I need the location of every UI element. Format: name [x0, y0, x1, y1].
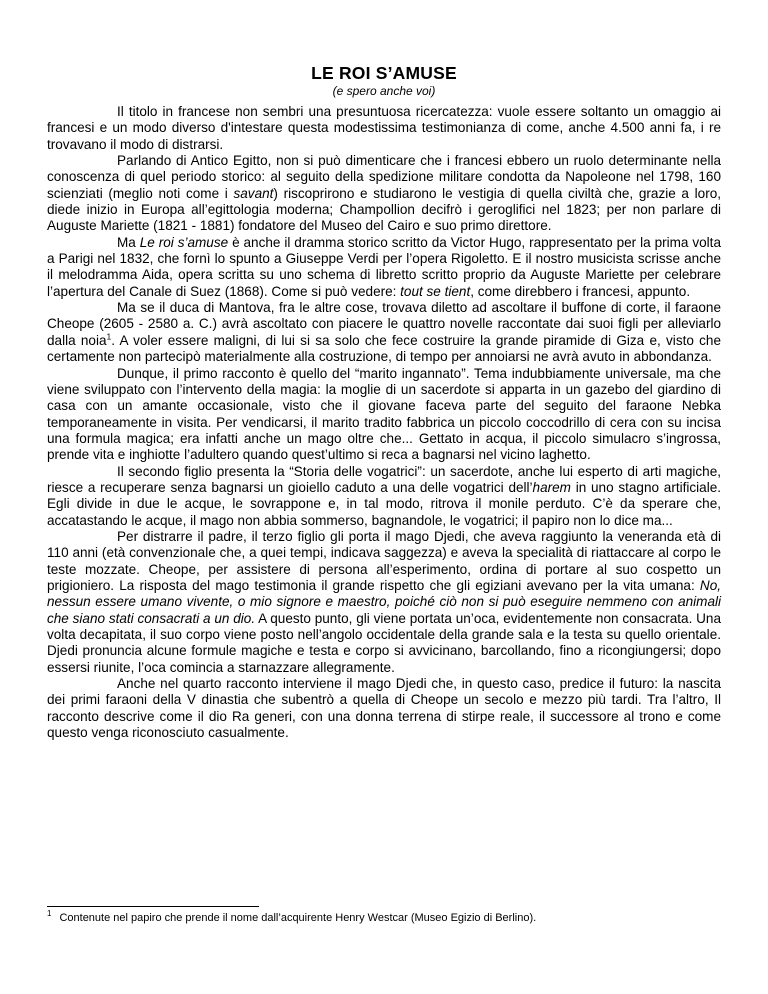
paragraph-3-text-c: , come direbbero i francesi, appunto. [470, 283, 691, 299]
paragraph-3 [47, 235, 721, 300]
paragraph-1 [47, 104, 721, 153]
paragraph-7-emphasis: No, nessun essere umano vivente, o mio signore e maestro, poiché ciò non si può eseguire nemmeno con animali che siano stati consacrati a un dio. [47, 577, 721, 626]
paragraph-6-emphasis: harem [532, 479, 571, 495]
paragraph-3-text-a: Ma [117, 234, 140, 250]
paragraph-8-text: Anche nel quarto racconto interviene il mago Djedi che, in questo caso, predice il futuro: la nascita dei primi faraoni della V dinastia che subentrò a quella di Cheope un secolo e mezzo più tardi. Tra l’altro, Il racconto descrive come il dio Ra generi, con una donna terrena di stirpe reale, il successore al trono e come questo venga riconosciuto casualmente. [47, 676, 721, 741]
footnote-number: 1 [47, 909, 52, 919]
paragraph-2-text-a: Parlando di Antico Egitto, non si può dimenticare che i francesi ebbero un ruolo determinante nella conoscenza di quel periodo storico: al seguito della spedizione militare condotta da Napoleone nel 1798, 160 scienziati (meglio noti come i [47, 153, 721, 201]
paragraph-2-emphasis: savant [233, 185, 274, 201]
paragraph-4 [47, 300, 721, 365]
footnote-reference[interactable]: 1 [106, 331, 112, 342]
paragraph-6-text-b: in uno stagno artificiale. Egli divide in due le acque, le sovrappone e, in tal modo, ritrova il monile perduto. C’è da sperare che, accatastando le acque, il mago non abbia sommerso, bagnandole, le vogatrici; il papiro non lo dice ma... [47, 479, 721, 528]
paragraph-4-text-a: Ma se il duca di Mantova, fra le altre cose, trovava diletto ad ascoltare il buffone di corte, il faraone Cheope (2605 - 2580 a. C.) avrà ascoltato con piacere le quattro novelle raccontate dai suoi figli per alleviarlo dalla noia [47, 300, 721, 348]
paragraph-2 [47, 153, 721, 235]
paragraph-7-text-a: Per distrarre il padre, il terzo figlio gli porta il mago Djedi, che aveva raggiunto la veneranda età di 110 anni (età convenzionale che, a quei tempi, indicava saggezza) e aveva la specialità di riattaccare al corpo le teste mozzate. Cheope, per assistere di persona all’esperimento, ordina di portare al suo cospetto un prigioniero. La risposta del mago testimonia il grande rispetto che gli egiziani avevano per la vita umana: [47, 528, 721, 593]
footnote-text: Contenute nel papiro che prende il nome dall’acquirente Henry Westcar (Museo Egizio di Berlino). [59, 912, 537, 924]
page-title: LE ROI S’AMUSE [311, 63, 457, 83]
page-subtitle: (e spero anche voi) [332, 84, 436, 98]
paragraph-7-text-b: A questo punto, gli viene portata un’oca, evidentemente non consacrata. Una volta decapitata, il suo corpo viene posto nell’angolo occidentale della grande sala e la testa su quello orientale. Djedi pronuncia alcune formule magiche e testa e corpo si avvicinano, barcollando, fino a ricongiungersi; dopo essersi riunite, l’oca comincia a starnazzare allegramente. [47, 610, 722, 675]
paragraph-3-emphasis-1: Le roi s’amuse [139, 234, 229, 250]
paragraph-6-text-a: Il secondo figlio presenta la “Storia delle vogatrici”: un sacerdote, anche lui esperto di arti magiche, riesce a recuperare senza bagnarsi un gioiello caduto a una delle vogatrici dell’ [47, 463, 721, 495]
paragraph-7 [47, 529, 721, 676]
document-body [47, 62, 721, 741]
paragraph-1-text: Il titolo in francese non sembri una presuntuosa ricercatezza: vuole essere soltanto un omaggio ai francesi e un modo diverso d'intestare questa modestissima testimonianza di come, anche 4.500 anni fa, i re trovavano il modo di distrarsi. [47, 104, 721, 152]
paragraph-3-text-b: è anche il dramma storico scritto da Victor Hugo, rappresentato per la prima volta a Parigi nel 1832, che fornì lo spunto a Giuseppe Verdi per l’opera Rigoletto. E il nostro musicista scrisse anche il melodramma Aida, opera scritta su uno schema di libretto scritto proprio da Auguste Mariette per celebrare l’apertura del Canale di Suez (1868). Come si può vedere: [47, 234, 721, 299]
paragraph-5-text: Dunque, il primo racconto è quello del “marito ingannato”. Tema indubbiamente universale, ma che viene sviluppato con l’intervento della magia: la moglie di un sacerdote si apparta in un gazebo del giardino di casa con un amante occasionale, visto che il giovane faceva parte del seguito del faraone Nebka temporaneamente in visita. Per vendicarsi, il marito tradito fabbrica un piccolo coccodrillo di cera con su incisa una formula magica; era infatti anche un mago oltre che... Gettato in acqua, il piccolo simulacro s’ingrossa, prende vita e inghiotte l’adultero quando quest’ultimo si reca a bagnarsi nel vicino laghetto. [47, 365, 721, 463]
paragraph-4-text-b: . A voler essere maligni, di lui si sa solo che fece costruire la grande piramide di Giza e, visto che certamente non partecipò materialmente alla costruzione, di tempo per annoiarsi ne avrà avuto in abbondanza. [47, 332, 721, 365]
paragraph-2-text-b: ) riscoprirono e studiarono le vestigia di quella civiltà che, grazie a loro, diede inizio in Europa all’egittologia moderna; Champollion decifrò i geroglifici nel 1823; per non parlare di Auguste Mariette (1821 - 1881) fondatore del Museo del Cairo e suo primo direttore. [47, 185, 721, 234]
footnote [47, 911, 721, 925]
paragraph-5 [47, 366, 721, 464]
paragraph-3-emphasis-2: tout se tient [400, 283, 471, 299]
paragraph-8 [47, 676, 721, 741]
paragraph-6 [47, 464, 721, 529]
footnote-separator [47, 906, 259, 907]
